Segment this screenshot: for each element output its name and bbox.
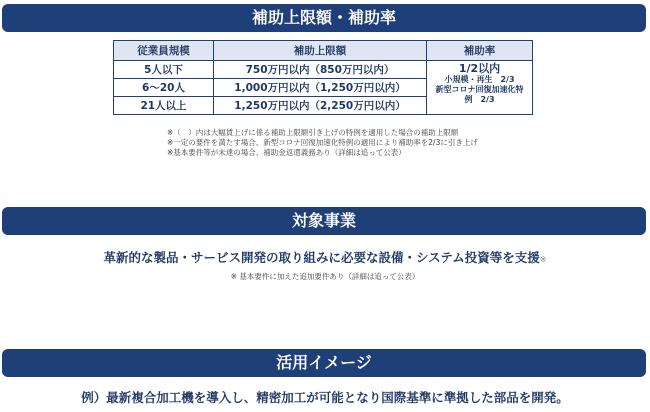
rate-small-business: 小規模・再生 2/3 [444, 75, 515, 84]
table-notes [167, 128, 478, 158]
usage-example: 例）最新複合加工機を導入し、精密加工が可能となり国際基準に準拠した部品を開発。 [81, 390, 569, 405]
subsidy-rate-cell [427, 61, 533, 115]
header-employee-size: 従業員規模 [114, 41, 214, 61]
header-subsidy-limit: 補助上限額 [214, 41, 427, 61]
usage-section-banner: 活用イメージ [2, 349, 646, 377]
employee-size-cell: 5人以下 [114, 61, 214, 79]
projects-section-banner: 対象事業 [2, 207, 646, 235]
header-subsidy-rate: 補助率 [427, 41, 533, 61]
limits-section-banner: 補助上限額・補助率 [2, 4, 646, 32]
table-row [114, 61, 533, 79]
rate-main: 1/2以内 [458, 62, 501, 75]
note-line: ※一定の要件を満たす場合、新型コロナ回復加速化特例の適用により補助率を2/3に引き上げ [167, 138, 478, 147]
rate-covid-special-cont: 例 2/3 [464, 95, 495, 104]
subsidy-limit-cell: 1,000万円以内（1,250万円以内） [214, 79, 427, 97]
employee-size-cell: 6～20人 [114, 79, 214, 97]
rate-covid-special: 新型コロナ回復加速化特 [435, 85, 524, 94]
projects-lead-mark: ※ [539, 255, 547, 264]
projects-lead-text: 革新的な製品・サービス開発の取り組みに必要な設備・システム投資等を支援 [103, 250, 540, 265]
projects-note: ※ 基本要件に加えた追加要件あり（詳細は追って公表） [230, 272, 420, 281]
table-header-row [114, 41, 533, 61]
employee-size-cell: 21人以上 [114, 97, 214, 115]
note-line: ※（ ）内は大幅賃上げに係る補助上限額引き上げの特例を適用した場合の補助上限額 [167, 128, 459, 137]
subsidy-table [113, 40, 533, 115]
subsidy-limit-cell: 1,250万円以内（2,250万円以内） [214, 97, 427, 115]
projects-lead [0, 248, 650, 266]
subsidy-limit-cell: 750万円以内（850万円以内） [214, 61, 427, 79]
note-line: ※基本要件等が未達の場合、補助金返還義務あり（詳細は追って公表） [167, 148, 406, 157]
